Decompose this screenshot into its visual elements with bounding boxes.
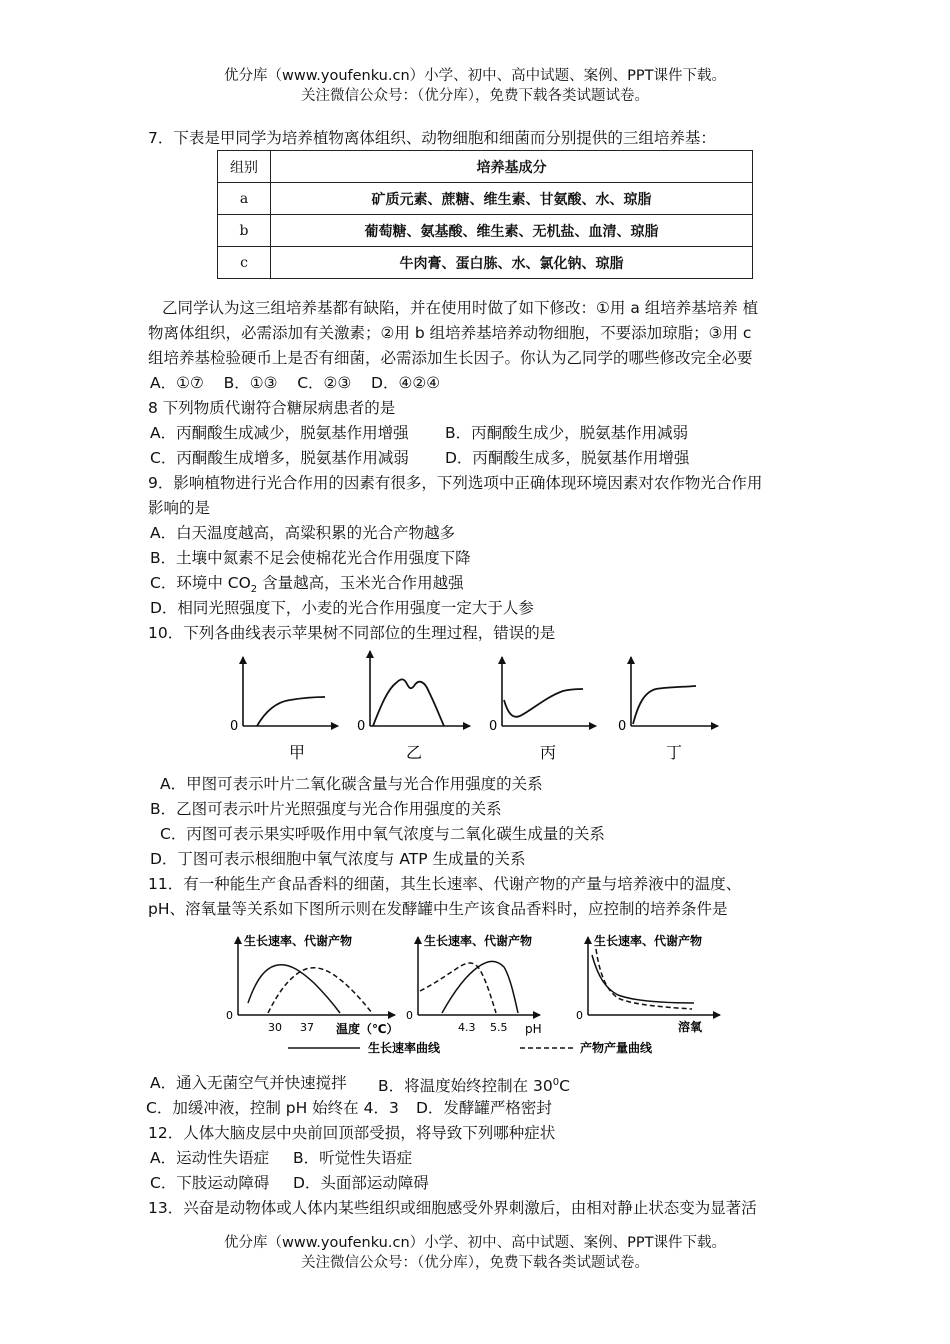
table-header-group: 组别 — [218, 151, 271, 183]
graph-bing-origin: 0 — [489, 719, 498, 734]
graph-bing-label: 丙 — [540, 743, 557, 762]
graph-ding-curve — [633, 686, 696, 724]
q12-option-b: B．听觉性失语症 — [293, 1149, 413, 1167]
panel-ph — [406, 933, 542, 1036]
q10-option-a: A．甲图可表示叶片二氧化碳含量与光合作用强度的关系 — [160, 775, 543, 793]
graph-ding — [618, 657, 718, 762]
q11-option-b — [378, 1072, 570, 1097]
q12-option-d: D．头面部运动障碍 — [293, 1174, 429, 1192]
q12-option-a: A．运动性失语症 — [150, 1149, 270, 1167]
growth-rate-curve — [248, 965, 340, 1013]
table-cell-components: 葡萄糖、氨基酸、维生素、无机盐、血清、琼脂 — [271, 215, 753, 247]
table-header-components: 培养基成分 — [271, 151, 753, 183]
tick-5-5: 5.5 — [490, 1021, 508, 1034]
graph-yi-label: 乙 — [406, 743, 423, 762]
panel-temperature — [226, 933, 399, 1036]
q11-option-b-post: C — [559, 1077, 570, 1096]
degree-superscript: 0 — [552, 1077, 560, 1088]
graph-bing — [489, 657, 596, 762]
q11-option-a: A．通入无菌空气并快速搅拌 — [150, 1074, 347, 1092]
table-header-row — [218, 151, 753, 183]
panel-oxygen-origin: 0 — [576, 1009, 583, 1022]
graph-jia-label: 甲 — [289, 743, 306, 762]
q11-stem-line-1: 11．有一种能生产食品香料的细菌，其生长速率、代谢产物的产量与培养液中的温度、 — [148, 875, 742, 893]
legend-solid-label: 生长速率曲线 — [368, 1041, 441, 1055]
table-cell-components: 牛肉膏、蛋白胨、水、氯化钠、琼脂 — [271, 247, 753, 279]
panel-temperature-xlabel: 温度（℃） — [336, 1022, 399, 1036]
q10-curves-figure — [228, 645, 728, 770]
q7-paragraph-line-1: 乙同学认为这三组培养基都有缺陷，并在使用时做了如下修改：①用 a 组培养基培养 植 — [162, 299, 759, 317]
panel-oxygen — [576, 933, 720, 1034]
q12-stem: 12．人体大脑皮层中央前回顶部受损，将导致下列哪种症状 — [148, 1124, 556, 1142]
panel-temperature-ylabel: 生长速率、代谢产物 — [244, 934, 353, 948]
table-row — [218, 215, 753, 247]
figure-legend — [288, 1040, 653, 1055]
graph-yi-curve — [373, 679, 444, 726]
footer-line-1: 优分库（www.youfenku.cn）小学、初中、高中试题、案例、PPT课件下载。 — [224, 1235, 726, 1251]
q8-option-a: A．丙酮酸生成减少，脱氨基作用增强 — [150, 424, 409, 442]
q11-stem-line-2: pH、溶氧量等关系如下图所示则在发酵罐中生产该食品香料时，应控制的培养条件是 — [148, 900, 728, 918]
q11-option-c: C．加缓冲液，控制 pH 始终在 4．3 — [146, 1099, 399, 1117]
table-cell-group: c — [218, 247, 271, 279]
q9-option-d: D．相同光照强度下，小麦的光合作用强度一定大于人参 — [150, 599, 534, 617]
q9-stem-line-2: 影响的是 — [148, 499, 211, 517]
culture-medium-table — [217, 150, 753, 279]
tick-30: 30 — [268, 1021, 282, 1034]
growth-rate-curve — [592, 955, 694, 1003]
panel-ph-xlabel: pH — [525, 1022, 542, 1036]
panel-ph-origin: 0 — [406, 1009, 413, 1022]
table-cell-group: a — [218, 183, 271, 215]
q9-option-c-pre: C．环境中 CO — [150, 574, 251, 592]
growth-rate-curve — [442, 961, 518, 1013]
q8-option-d: D．丙酮酸生成多，脱氨基作用增强 — [445, 449, 690, 467]
panel-oxygen-ylabel: 生长速率、代谢产物 — [594, 934, 703, 948]
table-row — [218, 247, 753, 279]
q8-option-b: B．丙酮酸生成少，脱氨基作用减弱 — [445, 424, 689, 442]
q7-options: A．①⑦ B．①③ C．②③ D．④②④ — [150, 374, 441, 392]
q10-option-c: C．丙图可表示果实呼吸作用中氧气浓度与二氧化碳生成量的关系 — [160, 825, 605, 843]
q9-option-b: B．土壤中氮素不足会使棉花光合作用强度下降 — [150, 549, 471, 567]
tick-4-3: 4.3 — [458, 1021, 476, 1034]
tick-37: 37 — [300, 1021, 314, 1034]
q7-stem: 7．下表是甲同学为培养植物离体组织、动物细胞和细菌而分别提供的三组培养基： — [148, 129, 716, 147]
graph-yi — [357, 651, 470, 762]
panel-temperature-origin: 0 — [226, 1009, 233, 1022]
footer-line-2: 关注微信公众号：（优分库），免费下载各类试题试卷。 — [301, 1255, 649, 1271]
table-row — [218, 183, 753, 215]
header-line-1: 优分库（www.youfenku.cn）小学、初中、高中试题、案例、PPT课件下载。 — [224, 68, 726, 84]
q7-paragraph-line-3: 组培养基检验硬币上是否有细菌，必需添加生长因子。你认为乙同学的哪些修改完全必要 — [148, 349, 753, 367]
graph-ding-label: 丁 — [666, 743, 683, 762]
table-cell-group: b — [218, 215, 271, 247]
q10-stem: 10．下列各曲线表示苹果树不同部位的生理过程，错误的是 — [148, 624, 556, 642]
graph-jia-origin: 0 — [230, 719, 239, 734]
q11-option-d: D．发酵罐严格密封 — [416, 1099, 552, 1117]
graph-yi-origin: 0 — [357, 719, 366, 734]
q13-stem: 13．兴奋是动物体或人体内某些组织或细胞感受外界刺激后，由相对静止状态变为显著活 — [148, 1199, 757, 1217]
q9-stem-line-1: 9．影响植物进行光合作用的因素有很多，下列选项中正确体现环境因素对农作物光合作用 — [148, 474, 763, 492]
panel-oxygen-xlabel: 溶氧 — [678, 1020, 703, 1034]
graph-bing-curve — [504, 689, 583, 717]
q9-option-a: A．白天温度越高，高粱积累的光合产物越多 — [150, 524, 456, 542]
q8-stem: 8 下列物质代谢符合糖尿病患者的是 — [148, 399, 396, 417]
co2-subscript: 2 — [250, 584, 258, 596]
q8-option-c: C．丙酮酸生成增多，脱氨基作用减弱 — [150, 449, 409, 467]
header-line-2: 关注微信公众号：（优分库），免费下载各类试题试卷。 — [301, 88, 649, 104]
table-cell-components: 矿质元素、蔗糖、维生素、甘氨酸、水、琼脂 — [271, 183, 753, 215]
q7-paragraph-line-2: 物离体组织，必需添加有关激素；②用 b 组培养基培养动物细胞，不要添加琼脂；③用 c — [148, 324, 752, 342]
panel-ph-ylabel: 生长速率、代谢产物 — [424, 934, 533, 948]
q9-option-c-post: 含量越高，玉米光合作用越强 — [257, 574, 464, 592]
q10-option-b: B．乙图可表示叶片光照强度与光合作用强度的关系 — [150, 800, 502, 818]
q11-culture-figure — [220, 925, 740, 1065]
graph-ding-origin: 0 — [618, 719, 627, 734]
q10-option-d: D．丁图可表示根细胞中氧气浓度与 ATP 生成量的关系 — [150, 850, 526, 868]
product-yield-curve — [268, 968, 372, 1013]
q11-option-b-pre: B．将温度始终控制在 30 — [378, 1077, 553, 1096]
q12-option-c: C．下肢运动障碍 — [150, 1174, 270, 1192]
graph-jia — [230, 657, 338, 762]
legend-dashed-label: 产物产量曲线 — [580, 1041, 653, 1055]
graph-jia-curve — [257, 697, 325, 726]
